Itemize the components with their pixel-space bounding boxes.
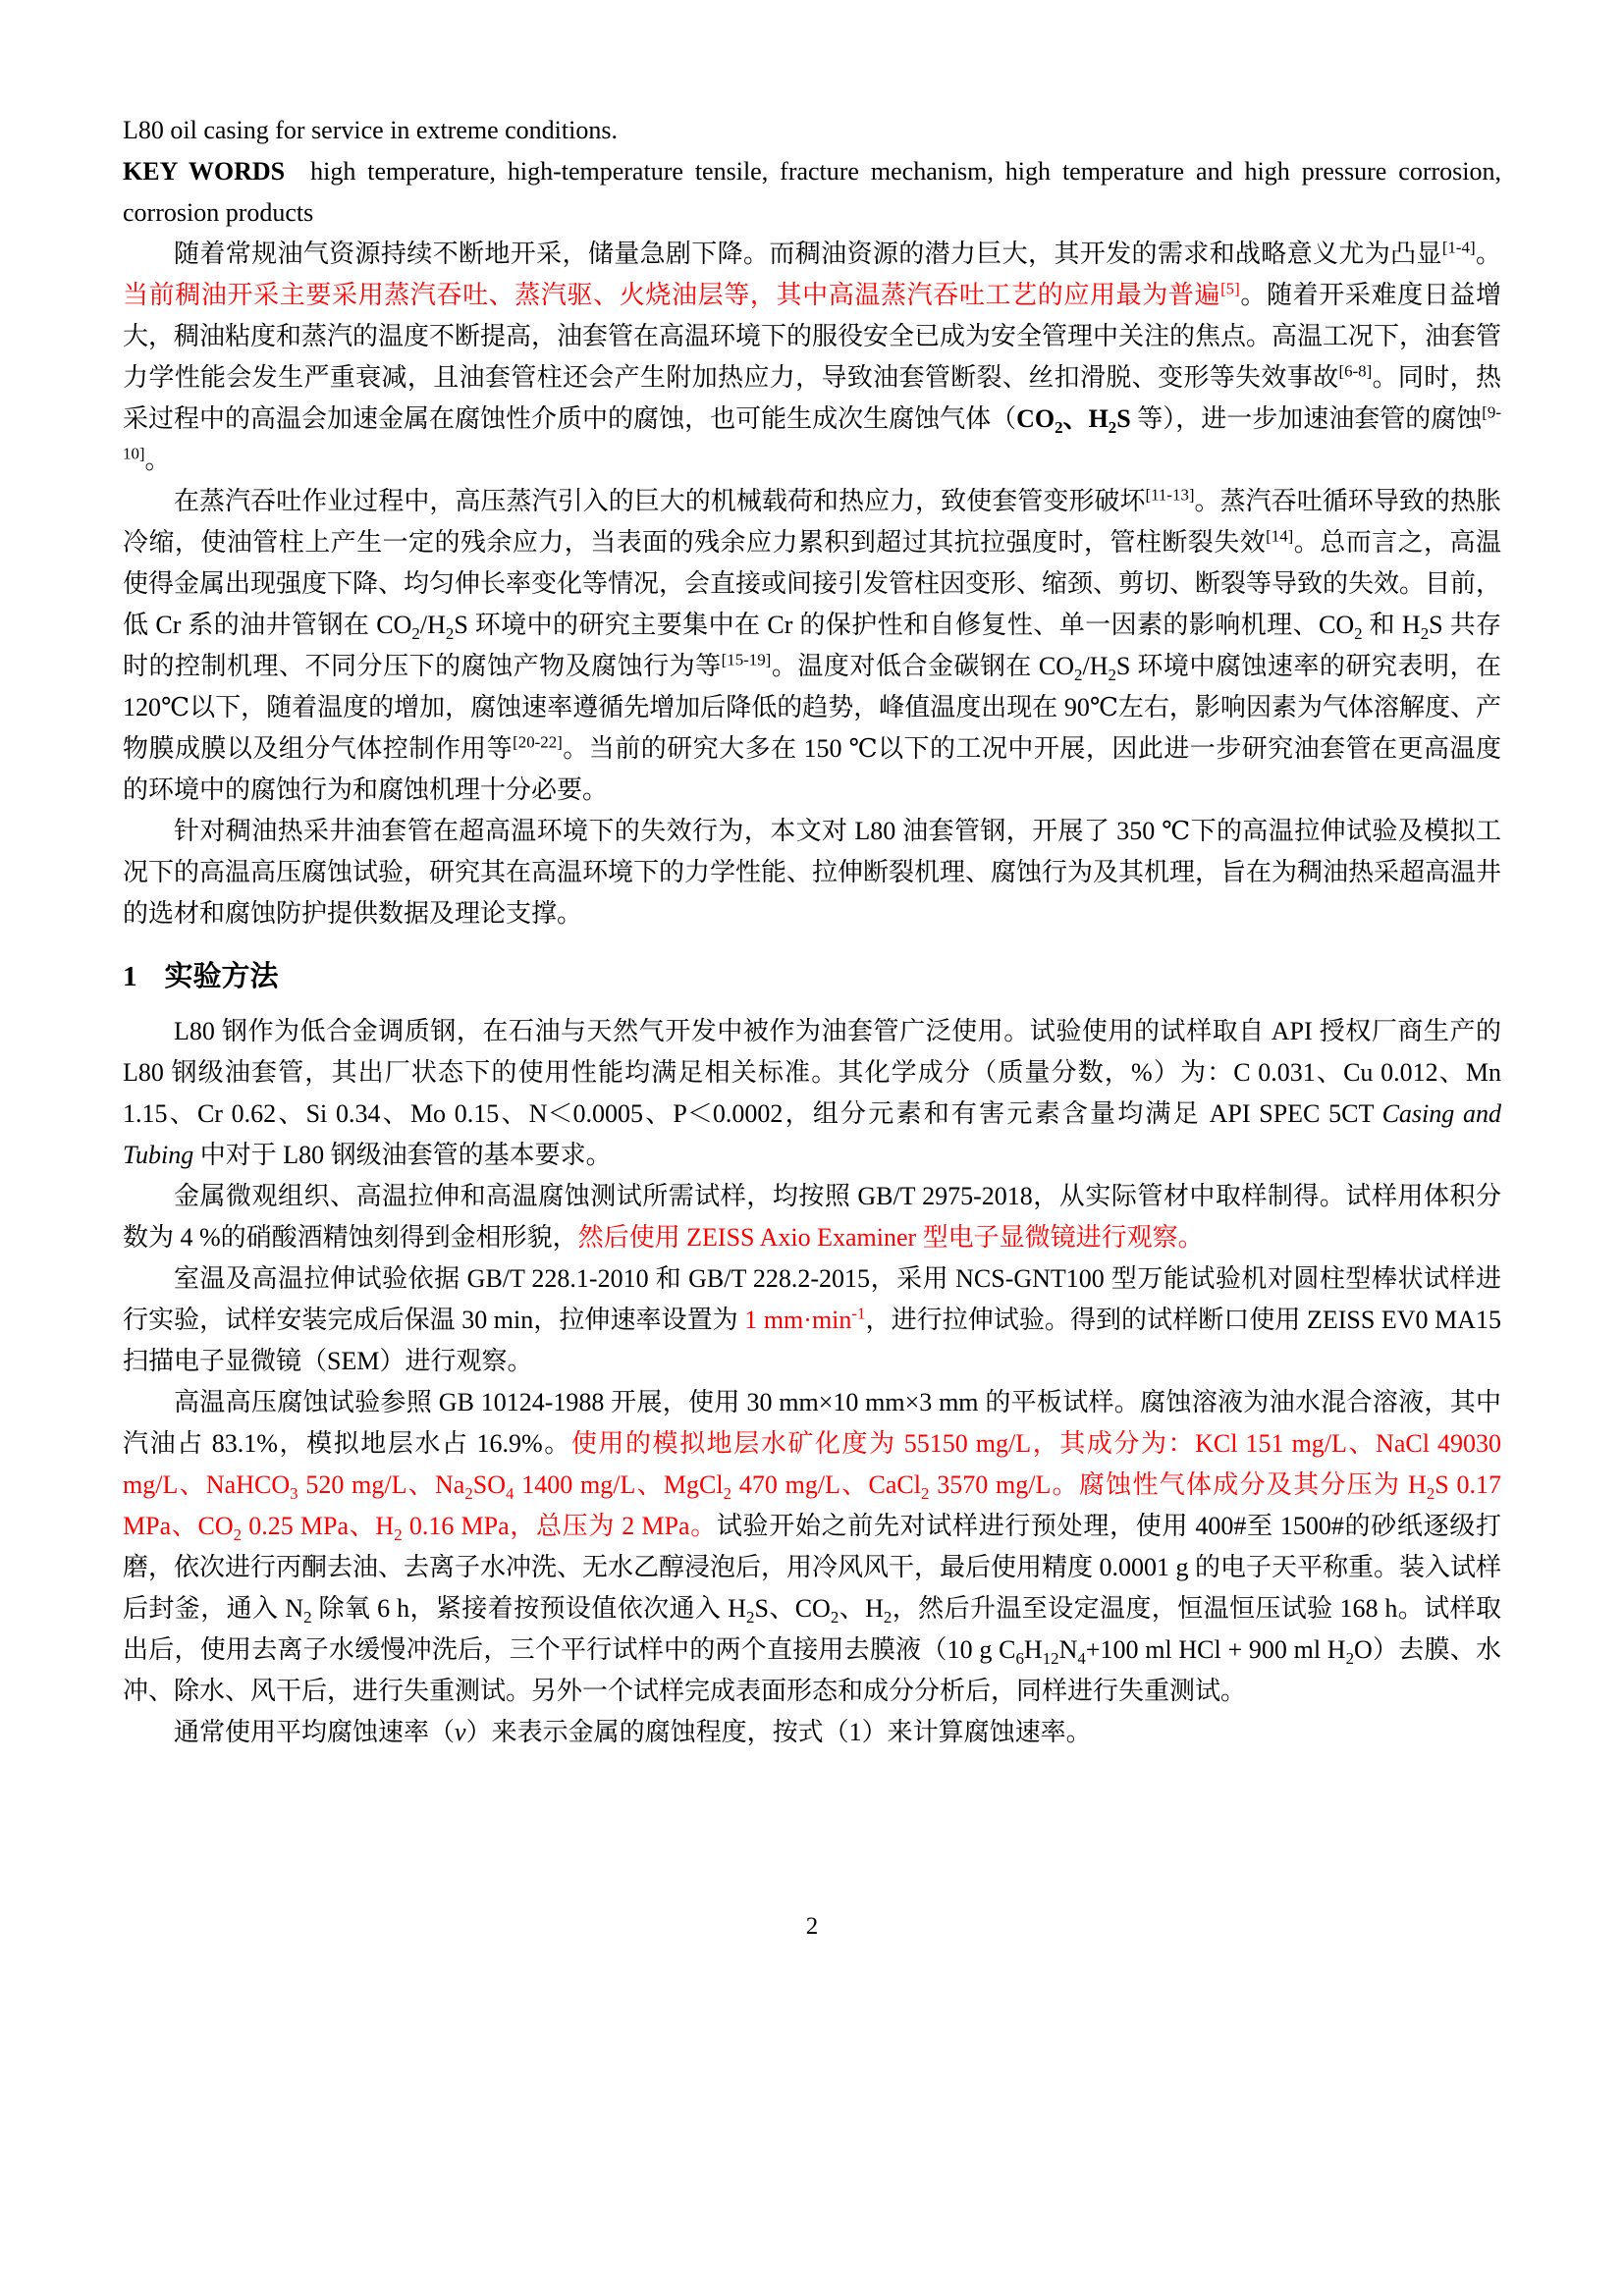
chemical-subscript: 2 <box>746 1608 755 1628</box>
citation-superscript: [1-4] <box>1441 238 1476 257</box>
text-run: S 共存时的控制机理、不同分压下的腐蚀产物及腐蚀行为等 <box>123 611 1502 680</box>
text-run: +100 ml HCl + 900 ml H <box>1085 1635 1346 1664</box>
chemical-subscript: 2 <box>411 624 420 644</box>
revised-text-run: 4 <box>506 1484 514 1504</box>
revised-text-run: [5] <box>1220 279 1240 298</box>
chemical-subscript: 2 <box>1354 624 1363 644</box>
text-run: 和 H <box>1362 611 1421 639</box>
chemical-subscript: 2 <box>1345 1649 1355 1669</box>
revised-text-run: 2 <box>464 1484 473 1504</box>
keywords-text: high temperature, high-temperature tensile, fracture mechanism, high temperature and high pressure corrosion, corrosion products <box>123 157 1501 227</box>
text-run: 试验开始之前先对试样进行预处理，使用 400#至 1500#的砂纸逐级打磨，依次进行丙酮去油、去离子水冲洗、无水乙醇浸泡后，用冷风风干，最后使用精度 0.0001 g 的电子天平称重。装入试样后封釜，通入 N <box>123 1512 1502 1623</box>
revised-text-run: 3570 mg/L。腐蚀性气体成分及其分压为 H <box>929 1470 1427 1499</box>
revised-text-run: 3 <box>290 1484 298 1504</box>
text-run: 。 <box>1475 240 1501 268</box>
chemical-subscript: 4 <box>1077 1649 1086 1669</box>
revised-text-run: 520 mg/L、Na <box>298 1470 465 1499</box>
revised-text-run: 2 <box>233 1525 243 1545</box>
text-run: S 环境中腐蚀速率的研究表明，在 120℃以下，随着温度的增加，腐蚀速率遵循先增加后降低的趋势，峰值温度出现在 90℃左右，影响因素为气体溶解度、产物膜成膜以及组分气体控制作用等 <box>123 652 1501 763</box>
text-run: L80 钢作为低合金调质钢，在石油与天然气开发中被作为油套管广泛使用。试验使用的试样取自 API 授权厂商生产的 L80 钢级油套管，其出厂状态下的使用性能均满足相关标准。其化学成分（质量分数，%）为：C 0.031、Cu 0.012、Mn 1.15、Cr 0.62、Si 0.34、Mo 0.15、N＜0.0005、P＜0.0002，组分元素和有害元素含量均满足 API SPEC 5CT <box>123 1017 1501 1128</box>
paragraph-intro-1 <box>123 234 1501 481</box>
text-run: 。 <box>144 446 171 474</box>
section-number: 1 <box>123 961 137 992</box>
text-run: 随着常规油气资源持续不断地开采，储量急剧下降。而稠油资源的潜力巨大，其开发的需求和战略意义尤为凸显 <box>174 240 1442 268</box>
text-run: 。总而言之，高温使得金属出现强度下降、均匀伸长率变化等情况，会直接或间接引发管柱因变形、缩颈、剪切、断裂等导致的失效。目前，低 Cr 系的油井管钢在 CO <box>123 528 1502 639</box>
chemical-subscript: 2 <box>1420 624 1430 644</box>
revised-text-run: 使用的模拟地层水矿化度为 55150 mg/L，其成分为：KCl 151 mg/L、NaCl 49030 mg/L、NaHCO <box>123 1429 1501 1499</box>
paragraph-intro-2 <box>123 481 1501 811</box>
chemical-subscript: 2 <box>1074 666 1083 685</box>
text-run: 。当前的研究大多在 150 ℃以下的工况中开展，因此进一步研究油套管在更高温度的环境中的腐蚀行为和腐蚀机理十分必要。 <box>123 734 1501 804</box>
citation-superscript: [6-8] <box>1338 361 1373 381</box>
revised-text-run: -1 <box>851 1304 866 1323</box>
chemical-subscript: 6 <box>1015 1649 1024 1669</box>
text-run: 中对于 L80 钢级油套管的基本要求。 <box>193 1141 612 1169</box>
text-run: 。温度对低合金碳钢在 CO <box>771 652 1075 680</box>
methods-section <box>123 1011 1501 1753</box>
revised-text-run: 当前稠油开采主要采用蒸汽吞吐、蒸汽驱、火烧油层等，其中高温蒸汽吞吐工艺的应用最为普遍 <box>123 281 1221 309</box>
chemical-subscript: 2 <box>303 1608 312 1628</box>
text-run: 、H <box>1062 404 1109 433</box>
revised-text-run: 2 <box>920 1484 930 1504</box>
text-run: Casing and Tubing <box>123 1099 1501 1169</box>
text-run: 、H <box>839 1594 884 1623</box>
text-run: /H <box>1082 652 1109 680</box>
citation-superscript: [11-13] <box>1145 485 1195 505</box>
revised-text-run: 然后使用 ZEISS Axio Examiner 型电子显微镜进行观察。 <box>577 1223 1204 1252</box>
text-run: S 环境中的研究主要集中在 Cr 的保护性和自修复性、单一因素的影响机理、CO <box>454 611 1355 639</box>
text-run: H <box>1023 1635 1043 1664</box>
section-heading <box>123 956 1501 997</box>
revised-text-run: 1400 mg/L、MgCl <box>514 1470 724 1499</box>
revised-text-run: 1 mm·min <box>744 1306 852 1334</box>
revised-text-run: 0.16 MPa，总压为 2 MPa。 <box>402 1512 717 1540</box>
revised-text-run: S 0.17 MPa、CO <box>123 1470 1502 1540</box>
paragraph-method-1 <box>123 1011 1501 1176</box>
section-title: 实验方法 <box>164 961 279 992</box>
chemical-subscript: 2 <box>445 624 455 644</box>
text-run: ，然后升温至设定温度，恒温恒压试验 168 h。试样取出后，使用去离子水缓慢冲洗后，三个平行试样中的两个直接用去膜液（10 g C <box>123 1594 1502 1664</box>
text-run: CO <box>1016 404 1056 433</box>
revised-text-run: SO <box>472 1470 507 1499</box>
revised-text-run: 2 <box>1426 1484 1435 1504</box>
text-run: 在蒸汽吞吐作业过程中，高压蒸汽引入的巨大的机械载荷和热应力，致使套管变形破坏 <box>174 487 1146 515</box>
text-run: 。随着开采难度日益增大，稠油粘度和蒸汽的温度不断提高，油套管在高温环境下的服役安全已成为安全管理中关注的焦点。高温工况下，油套管力学性能会发生严重衰减，且油套管柱还会产生附加热应力，导致油套管断裂、丝扣滑脱、变形等失效事故 <box>123 281 1502 392</box>
citation-superscript: [9-10] <box>123 402 1501 463</box>
chemical-subscript: 2 <box>1108 418 1117 438</box>
chemical-subscript: 2 <box>1055 418 1063 438</box>
text-run: 。蒸汽吞吐循环导致的热胀冷缩，使油管柱上产生一定的残余应力，当表面的残余应力累积到超过其抗拉强度时，管柱断裂失效 <box>123 487 1501 557</box>
chemical-subscript: 2 <box>1108 666 1116 685</box>
text-run: 高温高压腐蚀试验参照 GB 10124-1988 开展，使用 30 mm×10 mm×3 mm 的平板试样。腐蚀溶液为油水混合溶液，其中汽油占 83.1%，模拟地层水占 16.9%。 <box>123 1388 1501 1458</box>
text-run: ）来表示金属的腐蚀程度，按式（1）来计算腐蚀速率。 <box>465 1718 1092 1746</box>
chemical-subscript: 12 <box>1042 1649 1059 1669</box>
text-run: 金属微观组织、高温拉伸和高温腐蚀测试所需试样，均按照 GB/T 2975-2018，从实际管材中取样制得。试样用体积分数为 4 %的硝酸酒精蚀刻得到金相形貌， <box>123 1182 1501 1252</box>
citation-superscript: [14] <box>1266 526 1294 546</box>
text-run: S <box>1116 404 1131 433</box>
english-continuation-line: L80 oil casing for service in extreme conditions. <box>123 116 618 144</box>
revised-text-run: 2 <box>723 1484 732 1504</box>
introduction-section <box>123 234 1501 934</box>
text-run: N <box>1058 1635 1078 1664</box>
text-run: 室温及高温拉伸试验依据 GB/T 228.1-2010 和 GB/T 228.2-2015，采用 NCS-GNT100 型万能试验机对圆柱型棒状试样进行实验，试样安装完成后保温 30 min，拉伸速率设置为 <box>123 1264 1501 1334</box>
paragraph-method-4 <box>123 1382 1501 1712</box>
revised-text-run: 0.25 MPa、H <box>242 1512 395 1540</box>
text-run: 等），进一步加速油套管的腐蚀 <box>1130 404 1483 433</box>
chemical-subscript: 2 <box>830 1608 839 1628</box>
paragraph-method-5 <box>123 1712 1501 1753</box>
text-run: ，进行拉伸试验。得到的试样断口使用 ZEISS EV0 MA15 扫描电子显微镜（SEM）进行观察。 <box>123 1306 1501 1375</box>
paragraph-intro-3 <box>123 811 1501 934</box>
revised-text-run: 2 <box>394 1525 403 1545</box>
text-run: O）去膜、水冲、除水、风干后，进行失重测试。另外一个试样完成表面形态和成分分析后，同样进行失重测试。 <box>123 1635 1502 1705</box>
text-run: 针对稠油热采井油套管在超高温环境下的失效行为，本文对 L80 油套管钢，开展了 350 ℃下的高温拉伸试验及模拟工况下的高温高压腐蚀试验，研究其在高温环境下的力学性能、拉伸断裂机理、腐蚀行为及其机理，旨在为稠油热采超高温井的选材和腐蚀防护提供数据及理论支撑。 <box>123 817 1502 928</box>
keywords-paragraph <box>123 151 1501 234</box>
page-content <box>123 110 1501 1753</box>
citation-superscript: [20-22] <box>513 732 563 752</box>
text-run: 通常使用平均腐蚀速率（ <box>174 1718 456 1746</box>
paragraph-method-2 <box>123 1176 1501 1258</box>
text-run: v <box>455 1718 466 1746</box>
text-run: S、CO <box>754 1594 831 1623</box>
citation-superscript: [15-19] <box>721 650 772 669</box>
text-run: 除氧 6 h，紧接着按预设值依次通入 H <box>311 1594 746 1623</box>
keywords-label: KEY WORDS <box>123 157 286 186</box>
paragraph-method-3 <box>123 1258 1501 1382</box>
text-run: 。同时，热采过程中的高温会加速金属在腐蚀性介质中的腐蚀，也可能生成次生腐蚀气体（ <box>123 363 1501 433</box>
text-run: /H <box>419 611 446 639</box>
page-number: 2 <box>805 1913 819 1940</box>
revised-text-run: 470 mg/L、CaCl <box>731 1470 921 1499</box>
chemical-subscript: 2 <box>883 1608 893 1628</box>
